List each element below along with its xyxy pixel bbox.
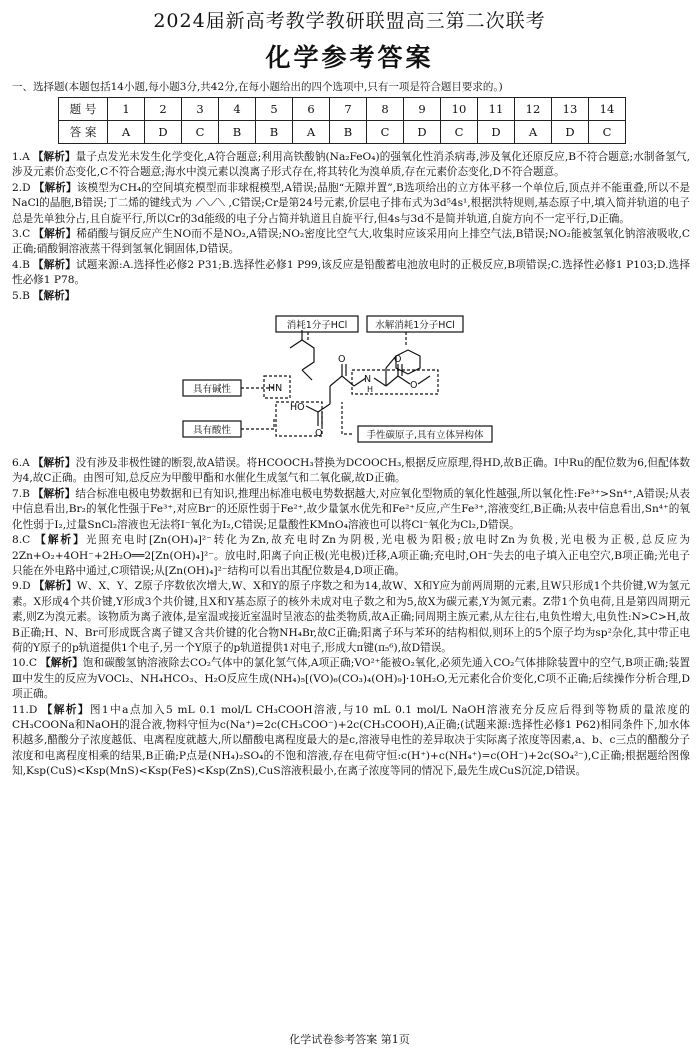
answer-cell: A xyxy=(515,121,552,144)
answer-table xyxy=(58,97,626,144)
explanation-marker: 【解析】 xyxy=(33,534,86,547)
answer-item-5 xyxy=(12,289,690,304)
answer-cell: D xyxy=(145,121,182,144)
question-number: 10 xyxy=(441,98,478,121)
item-number: 8.C xyxy=(12,534,31,547)
answer-item-10 xyxy=(12,656,690,702)
question-number: 11 xyxy=(478,98,515,121)
explanation-marker: 【解析】 xyxy=(39,657,83,670)
section-heading: 一、选择题(本题包括14小题,每小题3分,共42分,在每小题给出的四个选项中,只有一项是符合题目要求的。) xyxy=(12,81,503,93)
answer-item-2 xyxy=(12,181,690,227)
molecule-diagram xyxy=(12,306,690,456)
ester-bond xyxy=(398,376,410,384)
explanation-marker: 【解析】 xyxy=(32,151,76,163)
explanation-marker: 【解析】 xyxy=(32,457,76,470)
label-left: 具有碱性 xyxy=(192,384,232,396)
answer-cell: B xyxy=(219,121,256,144)
answer-cell: D xyxy=(404,121,441,144)
page-footer: 化学试卷参考答案 第1页 xyxy=(289,1033,410,1046)
exam-title: 2024届新高考教学教研联盟高三第二次联考 xyxy=(153,10,546,32)
explanation-text: W、X、Y、Z原子序数依次增大,W、X和Y的原子序数之和为14,故W、X和Y应为前两周期的元素,且W只形成1个共价键,W为氢元素。X形成4个共价键,Y形成3个共价键,且X和Y基态原子的核外未成对电子数之和为5,故X为碳元素,Y为氮元素。Z带1个负电荷,且是第四周期元素,则Z为溴元素。该物质为离子液体,是室温或接近室温时呈液态的盐类物质,故A正确;同周期主族元素,从左往右,电负性增大,电负性:N>C>H,故B正确;H、N、Br可形成既含离子键又含共价键的化合物NH₄Br,故C正确;阳离子环与苯环的结构相似,则环上的5个原子均为sp²杂化,其中带正电荷的Y原子的p轨道提供1个电子,另一个Y原子的p轨道提供1对电子,形成大π键(π₅⁶),故D错误。 xyxy=(12,580,690,654)
answer-cell: C xyxy=(441,121,478,144)
question-number: 12 xyxy=(515,98,552,121)
item-number: 3.C xyxy=(12,228,31,241)
pointer-line xyxy=(342,402,352,434)
acid-bond xyxy=(306,406,318,412)
explanation-marker: 【解析】 xyxy=(40,703,90,716)
atom-o: O xyxy=(315,428,323,440)
answer-item-7 xyxy=(12,487,690,533)
explanation-text: 该模型为CH₄的空间填充模型而非球棍模型,A错误;晶胞“无隙并置”,B选项给出的立方体平移一个单位后,顶点并不能重叠,所以不是NaCl的晶胞,B错误;丁二烯的键线式为 ⟋⟍⟋⟍ ,C错误;Cr是第24号元素,价层电子排布式为3d⁵4s¹,根据洪特规则,基态原子中,填入简并轨道的电子总是先单独分占,且自旋平行,所以Cr的3d能级的电子分占简并轨道且自旋平行,但4s与3d不是简并轨道,自旋方向不一定平行,D正确。 xyxy=(12,181,690,225)
item-number: 6.A xyxy=(12,457,30,470)
question-number: 4 xyxy=(219,98,256,121)
question-number: 5 xyxy=(256,98,293,121)
label-top-right: 水解消耗1分子HCl xyxy=(375,320,455,332)
answer-cell: B xyxy=(330,121,367,144)
atom-ho: HO xyxy=(290,402,305,414)
question-number: 6 xyxy=(293,98,330,121)
item-number: 11.D xyxy=(12,703,38,716)
answer-cell: C xyxy=(367,121,404,144)
explanation-text: 稀硝酸与铜反应产生NO而不是NO₂,A错误;NO₂密度比空气大,收集时应该采用向上排空气法,B错误;NO₂能被氢氧化钠溶液吸收,C正确;硝酸铜溶液蒸干得到氢氧化铜固体,D错误。 xyxy=(12,228,690,256)
answer-table-row2-label: 答 案 xyxy=(59,121,108,144)
explanation-marker: 【解析】 xyxy=(33,228,77,241)
explanation-text: 结合标准电极电势数据和已有知识,推理出标准电极电势数据越大,对应氧化型物质的氧化性越强,所以氧化性:Fe³⁺>Sn⁴⁺,A错误;从表中信息看出,Br₂的氧化性强于Fe³⁺,对应Br⁻的还原性弱于Fe²⁺,故少量氯水优先和Fe²⁺反应,产生Fe³⁺,溶液变红,B正确;从表中信息看出,Sn⁴⁺的氧化性弱于I₂,过量SnCl₂溶液也无法将I⁻氧化为I₂,C错误;足量酸性KMnO₄溶液也可以将Cl⁻氧化为Cl₂,D错误。 xyxy=(12,487,690,531)
explanation-marker: 【解析】 xyxy=(33,181,77,194)
explanation-text: 量子点发光未发生化学变化,A符合题意;利用高铁酸钠(Na₂FeO₄)的强氧化性消杀病毒,涉及氧化还原反应,B不符合题意;水制备氢气,涉及元素价态变化,C不符合题意;海水中溴元素以溴离子形式存在,将其转化为溴单质,存在元素价态变化,D不符合题意。 xyxy=(12,151,691,179)
question-number: 9 xyxy=(404,98,441,121)
explanation-text: 没有涉及非极性键的断裂,故A错误。将HCOOCH₃替换为DCOOCH₃,根据反应原理,得HD,故B正确。Ⅰ中Ru的配位数为6,但配体数为4,故C正确。由图可知,总反应为甲酸甲酯和水催化生成氢气和二氧化碳,故D正确。 xyxy=(12,457,691,485)
question-number: 13 xyxy=(552,98,589,121)
answer-cell: B xyxy=(256,121,293,144)
ester-bond xyxy=(386,376,398,386)
answer-cell: D xyxy=(478,121,515,144)
question-number: 3 xyxy=(182,98,219,121)
explanation-text: 试题来源:A.选择性必修2 P31;B.选择性必修1 P99,该反应是铅酸蓄电池放电时的正极反应,B项错误;C.选择性必修1 P103;D.选择性必修1 P78。 xyxy=(12,258,691,287)
answer-item-9 xyxy=(12,579,690,656)
chain-bond xyxy=(302,370,312,380)
amide-bond xyxy=(374,378,386,386)
item-number: 4.B xyxy=(12,258,30,271)
atom-o: O xyxy=(394,354,402,366)
explanation-marker: 【解析】 xyxy=(32,289,76,302)
answer-table-answer-row xyxy=(59,121,626,144)
atom-hn: HN xyxy=(268,383,283,395)
answer-cell: A xyxy=(293,121,330,144)
answer-cell: C xyxy=(182,121,219,144)
answer-cell: C xyxy=(589,121,626,144)
answer-item-3 xyxy=(12,227,690,258)
acid-chain-bond xyxy=(318,404,330,412)
item-number: 9.D xyxy=(12,580,31,593)
chain-bond xyxy=(330,376,354,386)
question-number: 8 xyxy=(367,98,404,121)
label-top-left: 消耗1分子HCl xyxy=(286,320,348,332)
item-number: 5.B xyxy=(12,289,30,302)
page-title: 化学参考答案 xyxy=(265,43,434,72)
atom-n: N xyxy=(364,374,372,386)
atom-o: O xyxy=(410,380,418,392)
pointer-line xyxy=(241,418,274,429)
question-number: 2 xyxy=(145,98,182,121)
question-number: 7 xyxy=(330,98,367,121)
atom-o: O xyxy=(338,354,346,366)
item-number: 7.B xyxy=(12,487,30,500)
item-number: 2.D xyxy=(12,181,31,194)
explanation-marker: 【解析】 xyxy=(32,487,76,500)
isobutyl-bond xyxy=(290,340,314,370)
atom-h: H xyxy=(367,385,374,395)
explanation-marker: 【解析】 xyxy=(33,580,77,593)
label-bottom-right: 手性碳原子,具有立体异构体 xyxy=(366,430,484,442)
answer-item-4 xyxy=(12,258,690,289)
answer-item-1 xyxy=(12,150,690,181)
answer-cell: D xyxy=(552,121,589,144)
answer-table-row1-label: 题 号 xyxy=(59,98,108,121)
answer-table-number-row xyxy=(59,98,626,121)
answer-item-11 xyxy=(12,703,690,780)
answer-item-8 xyxy=(12,533,690,579)
answer-item-6 xyxy=(12,456,690,487)
label-bottom-left: 具有酸性 xyxy=(192,425,232,437)
explanation-marker: 【解析】 xyxy=(32,258,77,271)
item-number: 1.A xyxy=(12,151,30,163)
explanation-text: 光照充电时[Zn(OH)₄]²⁻转化为Zn,故充电时Zn为阴极,光电极为阳极;放电时Zn为负极,光电极为正极,总反应为2Zn+O₂+4OH⁻+2H₂O══2[Zn(OH)₄]²⁻。放电时,阳离子向正极(光电极)迁移,A项正确;充电时,OH⁻失去的电子填入正电空穴,B项正确;光电子只能在外电路中通过,C项错误;从[Zn(OH)₄]²⁻结构可以看出其配位数是4,D项正确。 xyxy=(12,534,691,577)
item-number: 10.C xyxy=(12,657,37,670)
answer-explanations xyxy=(12,150,690,780)
explanation-text: 饱和碳酸氢钠溶液除去CO₂气体中的氯化氢气体,A项正确;VO²⁺能被O₂氧化,必须先通入CO₂气体排除装置中的空气,B项正确;装置Ⅲ中发生的反应为VOCl₂、NH₄HCO₃、H₂O反应生成(NH₄)₅[(VO)₆(CO₃)₄(OH)₉]·10H₂O,无元素化合价变化,C项不正确;后续操作分析合理,D项正确。 xyxy=(12,657,690,701)
answer-cell: A xyxy=(108,121,145,144)
methoxy-bond xyxy=(418,376,430,384)
molecule-structure-svg xyxy=(12,306,690,456)
explanation-text: 图1中a点加入5 mL 0.1 mol/L CH₃COOH溶液,与10 mL 0.1 mol/L NaOH溶液充分反应后得到等物质的量浓度的CH₃COONa和NaOH的混合液,物料守恒为c(Na⁺)=2c(CH₃COO⁻)+2c(CH₃COOH),A正确;(试题来源:选择性必修1 P62)相同条件下,加水体积越多,醋酸分子浓度越低、电离程度就越大,所以醋酸电离程度最大的是c,溶液导电性的差异取决于实际离子浓度等因素,a、b、c三点的醋酸分子浓度和电离程度相乘的结果,B正确;P点是(NH₄)₂SO₄的不饱和溶液,存在电荷守恒:c(H⁺)+c(NH₄⁺)=c(OH⁻)+2c(SO₄²⁻),C正确;根据题给图像知,Ksp(CuS)<Ksp(MnS)<Ksp(FeS)<Ksp(ZnS),CuS溶液积最小,在离子浓度等同的情况下,最先生成CuS沉淀,D错误。 xyxy=(12,703,690,778)
question-number: 14 xyxy=(589,98,626,121)
question-number: 1 xyxy=(108,98,145,121)
